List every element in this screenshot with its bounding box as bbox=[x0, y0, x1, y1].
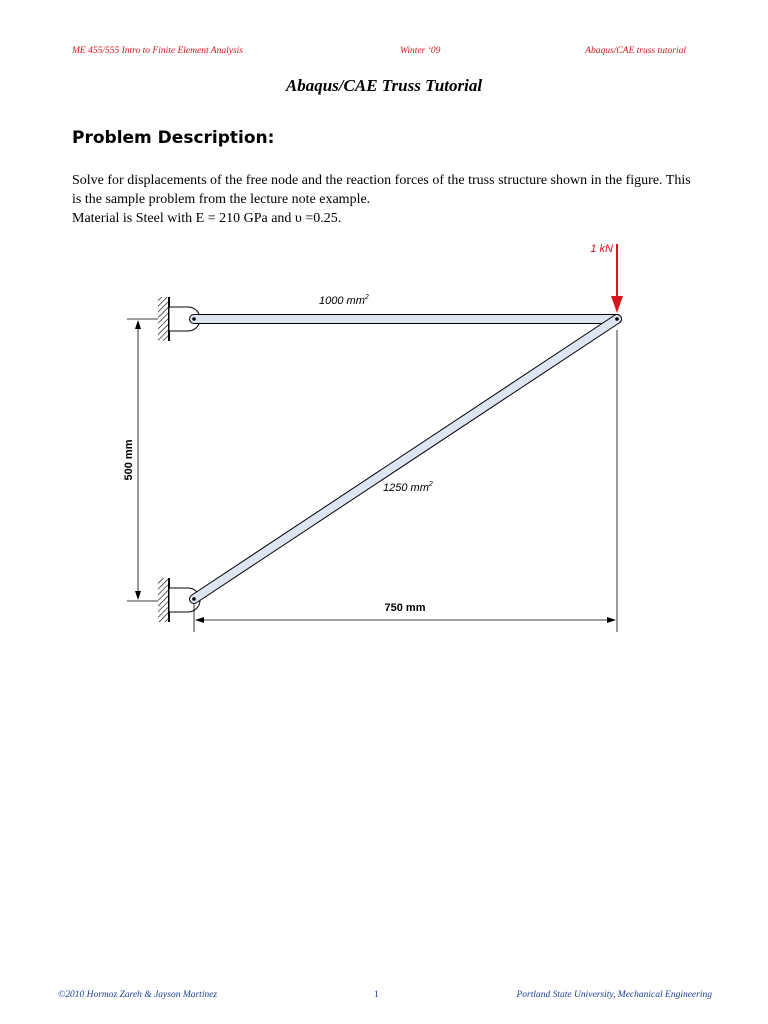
load-label: 1 kN bbox=[590, 243, 613, 255]
footer-institution: Portland State University, Mechanical Engineering bbox=[516, 990, 712, 1000]
page-title: Abaqus/CAE Truss Tutorial bbox=[285, 76, 483, 95]
height-dimension-label: 500 mm bbox=[123, 439, 135, 481]
header-course: ME 455/555 Intro to Finite Element Analysis bbox=[72, 46, 243, 56]
diagonal-member bbox=[194, 319, 617, 599]
problem-paragraph: Solve for displacements of the free node and the reaction forces of the truss structure shown in the figure. This is the sample problem from the lecture note example. bbox=[72, 173, 691, 207]
node-bottom-left bbox=[192, 597, 196, 601]
page-number: 1 bbox=[374, 990, 379, 1000]
diagonal-member-area-label: 1250 $mm^2$ bbox=[383, 481, 433, 494]
footer-copyright: ©2010 Hormoz Zareh & Jayson Martinez bbox=[58, 990, 218, 1000]
material-paragraph: Material is Steel with E = 210 GPa and υ =0.25. bbox=[72, 211, 342, 226]
truss-figure bbox=[0, 230, 768, 650]
section-heading: Problem Description: bbox=[72, 128, 275, 148]
header-term: Winter ‘09 bbox=[400, 46, 441, 56]
width-dimension-label: 750 mm bbox=[384, 602, 426, 614]
node-free bbox=[615, 317, 619, 321]
header-doc-name: Abaqus/CAE truss tutorial bbox=[585, 46, 686, 56]
node-top-left bbox=[192, 317, 196, 321]
width-dimension bbox=[194, 330, 617, 632]
top-member-area-label: 1000 $mm^2$ bbox=[319, 294, 369, 307]
